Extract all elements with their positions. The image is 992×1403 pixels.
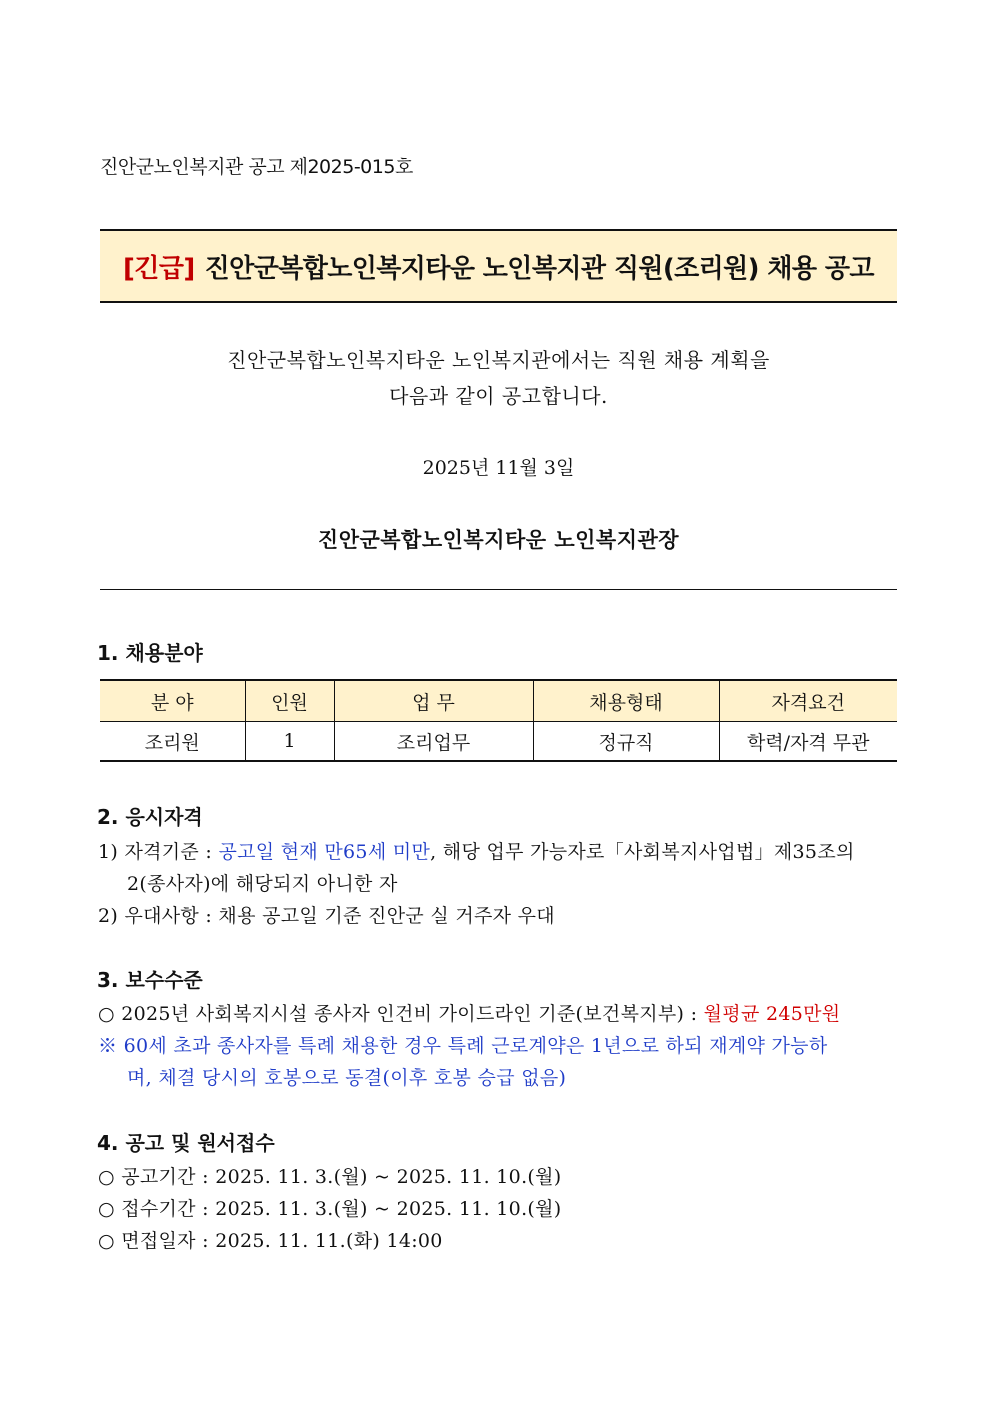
table-cell: 조리원 [100,722,245,762]
table-cell: 1 [245,722,334,762]
intro-line-1: 진안군복합노인복지타운 노인복지관에서는 직원 채용 계획을 [227,348,770,372]
notice-number: 진안군노인복지관 공고 제2025-015호 [100,156,413,178]
table-header-row [100,680,897,722]
divider [100,589,897,590]
application-item: ○ 면접일자 : 2025. 11. 11.(화) 14:00 [98,1230,443,1252]
table-cell: 학력/자격 무관 [719,722,897,762]
recruitment-table [100,679,897,762]
salary-note-line-2: 며, 체결 당시의 호봉으로 동결(이후 호봉 승급 없음) [127,1067,567,1089]
table-cell: 정규직 [533,722,719,762]
title-banner [100,229,897,303]
eligibility-item-1 [98,837,855,864]
table-header: 분 야 [100,680,245,722]
eligibility-item-2: 2) 우대사항 : 채용 공고일 기준 진안군 실 거주자 우대 [98,905,555,927]
eligibility-item-1-cont: 2(종사자)에 해당되지 아니한 자 [127,873,398,895]
table-row [100,722,897,762]
application-item: ○ 접수기간 : 2025. 11. 3.(월) ~ 2025. 11. 10.(월) [98,1198,562,1220]
table-cell: 조리업무 [334,722,533,762]
eligibility-rest: , 해당 업무 가능자로「사회복지사업법」제35조의 [430,841,855,863]
salary-highlight: 월평균 245만원 [703,1003,841,1025]
urgent-label: [긴급] [123,253,195,284]
application-item: ○ 공고기간 : 2025. 11. 3.(월) ~ 2025. 11. 10.(월) [98,1166,562,1188]
section-heading-salary: 3. 보수수준 [97,968,203,992]
page-title: 진안군복합노인복지타운 노인복지관 직원(조리원) 채용 공고 [204,253,874,284]
section-heading-recruitment: 1. 채용분야 [97,641,203,665]
salary-item [98,999,840,1026]
eligibility-prefix: 1) 자격기준 : [98,841,219,863]
section-heading-eligibility: 2. 응시자격 [97,805,203,829]
announcement-date: 2025년 11월 3일 [422,457,575,479]
section-heading-application: 4. 공고 및 원서접수 [97,1131,275,1155]
salary-prefix: ○ 2025년 사회복지시설 종사자 인건비 가이드라인 기준(보건복지부) : [98,1003,704,1025]
table-header: 자격요건 [719,680,897,722]
table-header: 인원 [245,680,334,722]
intro-line-2: 다음과 같이 공고합니다. [389,384,608,408]
salary-note-line-1: ※ 60세 초과 종사자를 특례 채용한 경우 특례 근로계약은 1년으로 하되 재계약 가능하 [98,1035,828,1057]
table-header: 업 무 [334,680,533,722]
issuer-name: 진안군복합노인복지타운 노인복지관장 [317,528,680,552]
eligibility-highlight: 공고일 현재 만65세 미만 [218,841,431,863]
table-header: 채용형태 [533,680,719,722]
